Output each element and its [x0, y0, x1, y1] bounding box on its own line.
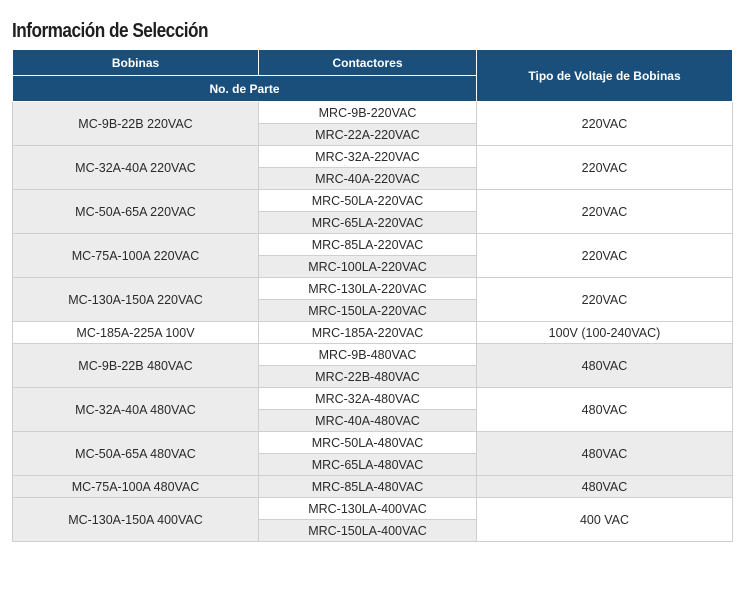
- table-row: [13, 278, 733, 300]
- voltage-cell: 220VAC: [477, 234, 733, 278]
- voltage-cell: 480VAC: [477, 476, 733, 498]
- contactor-cell: MRC-150LA-220VAC: [259, 300, 477, 322]
- voltage-cell: 480VAC: [477, 344, 733, 388]
- contactor-cell: MRC-100LA-220VAC: [259, 256, 477, 278]
- table-row: [13, 234, 733, 256]
- coil-cell: MC-9B-22B 220VAC: [13, 102, 259, 146]
- coil-cell: MC-185A-225A 100V: [13, 322, 259, 344]
- contactor-cell: MRC-40A-480VAC: [259, 410, 477, 432]
- table-row: [13, 102, 733, 124]
- coil-cell: MC-50A-65A 480VAC: [13, 432, 259, 476]
- contactor-cell: MRC-50LA-220VAC: [259, 190, 477, 212]
- contactor-cell: MRC-85LA-480VAC: [259, 476, 477, 498]
- header-coils: Bobinas: [13, 50, 259, 76]
- coil-cell: MC-130A-150A 220VAC: [13, 278, 259, 322]
- coil-cell: MC-50A-65A 220VAC: [13, 190, 259, 234]
- contactor-cell: MRC-9B-480VAC: [259, 344, 477, 366]
- contactor-cell: MRC-185A-220VAC: [259, 322, 477, 344]
- contactor-cell: MRC-65LA-480VAC: [259, 454, 477, 476]
- contactor-cell: MRC-32A-480VAC: [259, 388, 477, 410]
- contactor-cell: MRC-32A-220VAC: [259, 146, 477, 168]
- table-row: [13, 344, 733, 366]
- voltage-cell: 100V (100-240VAC): [477, 322, 733, 344]
- page-title: Información de Selección: [12, 20, 208, 42]
- coil-cell: MC-75A-100A 220VAC: [13, 234, 259, 278]
- contactor-cell: MRC-50LA-480VAC: [259, 432, 477, 454]
- table-row: [13, 432, 733, 454]
- contactor-cell: MRC-85LA-220VAC: [259, 234, 477, 256]
- contactor-cell: MRC-150LA-400VAC: [259, 520, 477, 542]
- table-row: [13, 190, 733, 212]
- table-row: [13, 322, 733, 344]
- voltage-cell: 220VAC: [477, 278, 733, 322]
- header-contactors: Contactores: [259, 50, 477, 76]
- coil-cell: MC-75A-100A 480VAC: [13, 476, 259, 498]
- voltage-cell: 480VAC: [477, 388, 733, 432]
- contactor-cell: MRC-22A-220VAC: [259, 124, 477, 146]
- voltage-cell: 220VAC: [477, 190, 733, 234]
- voltage-cell: 400 VAC: [477, 498, 733, 542]
- table-row: [13, 476, 733, 498]
- coil-cell: MC-9B-22B 480VAC: [13, 344, 259, 388]
- table-row: [13, 146, 733, 168]
- header-part-number: No. de Parte: [13, 76, 477, 102]
- contactor-cell: MRC-40A-220VAC: [259, 168, 477, 190]
- contactor-cell: MRC-130LA-220VAC: [259, 278, 477, 300]
- table-row: [13, 388, 733, 410]
- table-body: [13, 102, 733, 542]
- voltage-cell: 220VAC: [477, 146, 733, 190]
- voltage-cell: 480VAC: [477, 432, 733, 476]
- contactor-cell: MRC-9B-220VAC: [259, 102, 477, 124]
- table-row: [13, 498, 733, 520]
- coil-cell: MC-32A-40A 220VAC: [13, 146, 259, 190]
- contactor-cell: MRC-65LA-220VAC: [259, 212, 477, 234]
- coil-cell: MC-130A-150A 400VAC: [13, 498, 259, 542]
- header-voltage-type: Tipo de Voltaje de Bobinas: [477, 50, 733, 102]
- contactor-cell: MRC-130LA-400VAC: [259, 498, 477, 520]
- contactor-cell: MRC-22B-480VAC: [259, 366, 477, 388]
- coil-cell: MC-32A-40A 480VAC: [13, 388, 259, 432]
- selection-table: [12, 49, 733, 542]
- voltage-cell: 220VAC: [477, 102, 733, 146]
